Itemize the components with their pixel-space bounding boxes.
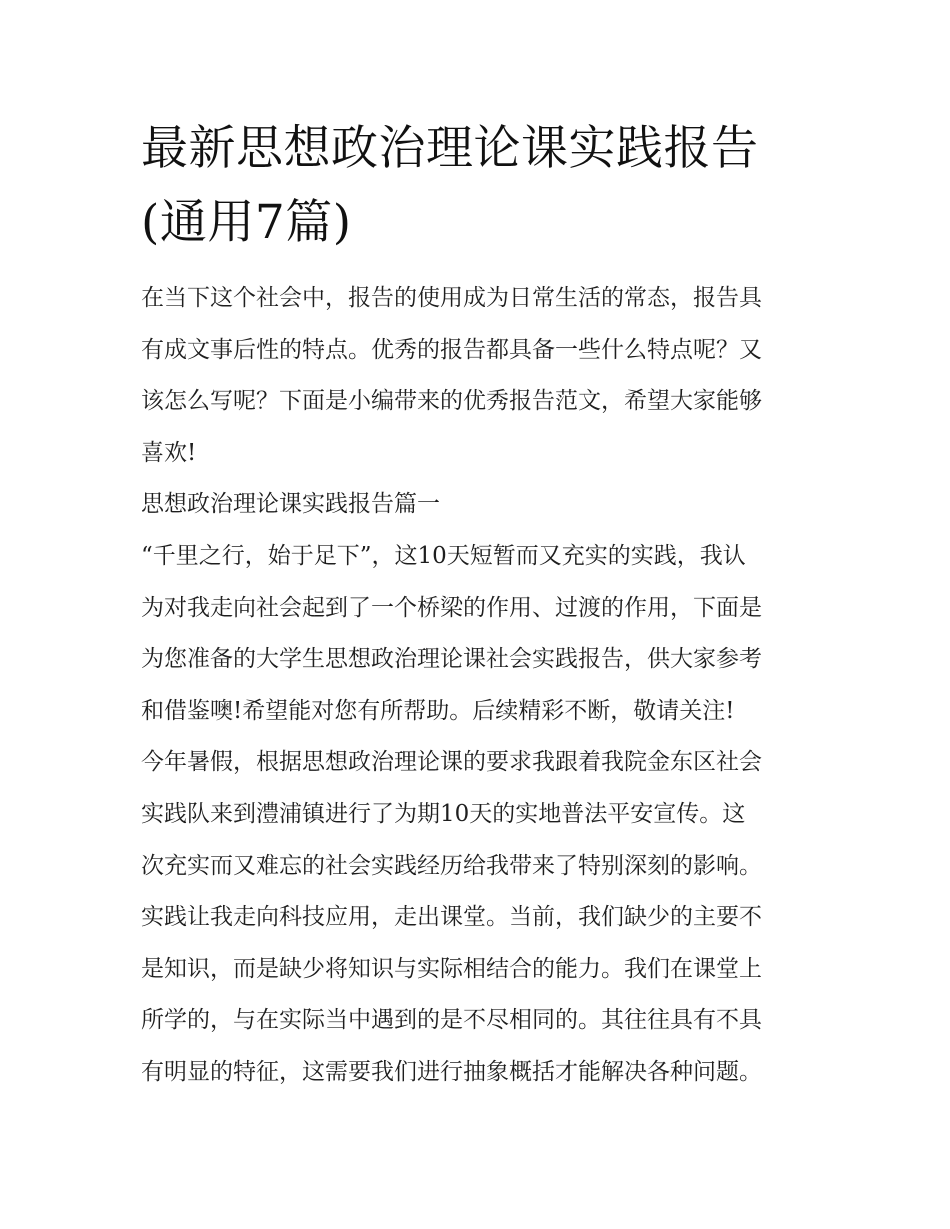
body-line: 喜欢! [141, 439, 197, 466]
document-title [141, 112, 811, 260]
body-line: 有明显的特征，这需要我们进行抽象概括才能解决各种问题。 [141, 1058, 762, 1085]
body-line: 次充实而又难忘的社会实践经历给我带来了特别深刻的影响。 [141, 852, 762, 879]
body-line: 为您准备的大学生思想政治理论课社会实践报告，供大家参考 [141, 646, 762, 673]
body-line: 在当下这个社会中，报告的使用成为日常生活的常态，报告具 [141, 285, 762, 311]
title-line-1: 最新思想政治理论课实践报告 [141, 121, 759, 176]
title-line-2: (通用7篇) [141, 195, 352, 250]
body-line: 实践让我走向科技应用，走出课堂。当前，我们缺少的主要不 [141, 904, 762, 931]
body-line: 有成文事后性的特点。优秀的报告都具备一些什么特点呢？又 [141, 336, 762, 363]
body-line: 是知识，而是缺少将知识与实际相结合的能力。我们在课堂上 [141, 955, 762, 982]
body-line: 该怎么写呢？下面是小编带来的优秀报告范文，希望大家能够 [141, 388, 762, 415]
section-heading: 思想政治理论课实践报告篇一 [141, 491, 440, 518]
body-line: 和借鉴噢!希望能对您有所帮助。后续精彩不断，敬请关注! [141, 697, 735, 724]
body-line: 实践队来到澧浦镇进行了为期10天的实地普法平安宣传。这 [141, 800, 746, 827]
body-line: “千里之行，始于足下”，这10天短暂而又充实的实践，我认 [141, 542, 746, 569]
document-content [141, 112, 811, 1099]
body-line: 所学的，与在实际当中遇到的是不尽相同的。其往往具有不具 [141, 1007, 762, 1034]
body-line: 今年暑假，根据思想政治理论课的要求我跟着我院金东区社会 [141, 749, 762, 776]
document-body [141, 273, 811, 1099]
body-line: 为对我走向社会起到了一个桥梁的作用、过渡的作用，下面是 [141, 594, 762, 621]
